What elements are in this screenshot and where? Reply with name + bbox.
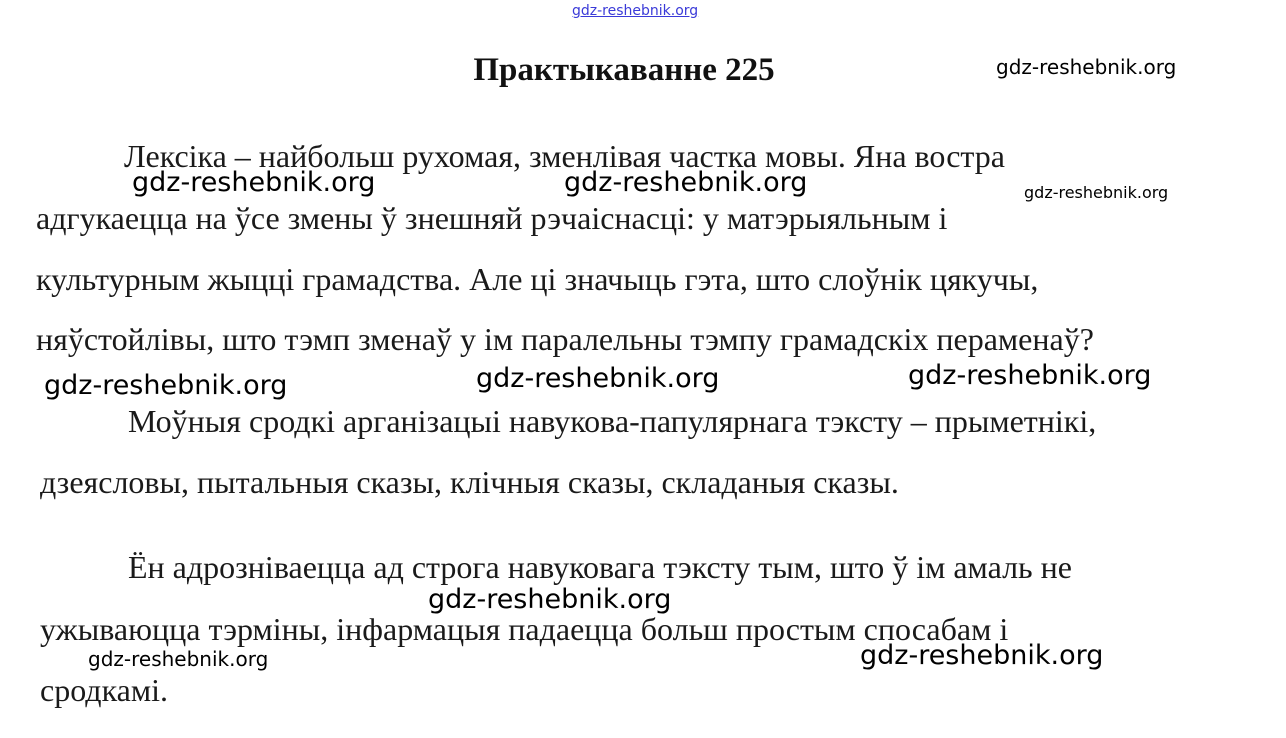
paragraph-1-line-1: Лексіка – найбольш рухомая, зменлівая частка мовы. Яна востра: [124, 138, 1005, 174]
watermark: gdz-reshebnik.org: [88, 647, 269, 671]
watermark: gdz-reshebnik.org: [860, 640, 1104, 671]
watermark: gdz-reshebnik.org: [1024, 183, 1169, 202]
paragraph-3-line-1: Ён адрозніваецца ад строга навуковага тэксту тым, што ў ім амаль не: [128, 549, 1072, 585]
paragraph-2-line-1: Моўныя сродкі арганізацыі навукова-папулярнага тэксту – прыметнікі,: [128, 403, 1097, 439]
paragraph-1-line-2: адгукаецца на ўсе змены ў знешняй рэчаіснасці: у матэрыяльным і: [36, 200, 948, 236]
watermark: gdz-reshebnik.org: [908, 360, 1152, 391]
watermark-top-link[interactable]: gdz-reshebnik.org: [572, 3, 699, 19]
paragraph-3-line-2: ужываюцца тэрміны, інфармацыя падаецца больш простым спосабам і: [40, 611, 1009, 647]
watermark: gdz-reshebnik.org: [564, 167, 808, 198]
paragraph-2-line-2: дзеясловы, пытальныя сказы, клічныя сказы, складаныя сказы.: [40, 464, 899, 500]
watermark: gdz-reshebnik.org: [476, 363, 720, 394]
watermark: gdz-reshebnik.org: [428, 584, 672, 615]
watermark: gdz-reshebnik.org: [996, 55, 1177, 79]
watermark: gdz-reshebnik.org: [132, 167, 376, 198]
paragraph-3-line-3: сродкамі.: [40, 672, 168, 708]
paragraph-1-line-3: культурным жыцці грамадства. Але ці значыць гэта, што слоўнік цякучы,: [36, 261, 1039, 297]
watermark: gdz-reshebnik.org: [44, 370, 288, 401]
exercise-title: Практыкаванне 225: [473, 52, 775, 88]
paragraph-1-line-4: няўстойлівы, што тэмп зменаў у ім паралельны тэмпу грамадскіх пераменаў?: [36, 321, 1094, 357]
